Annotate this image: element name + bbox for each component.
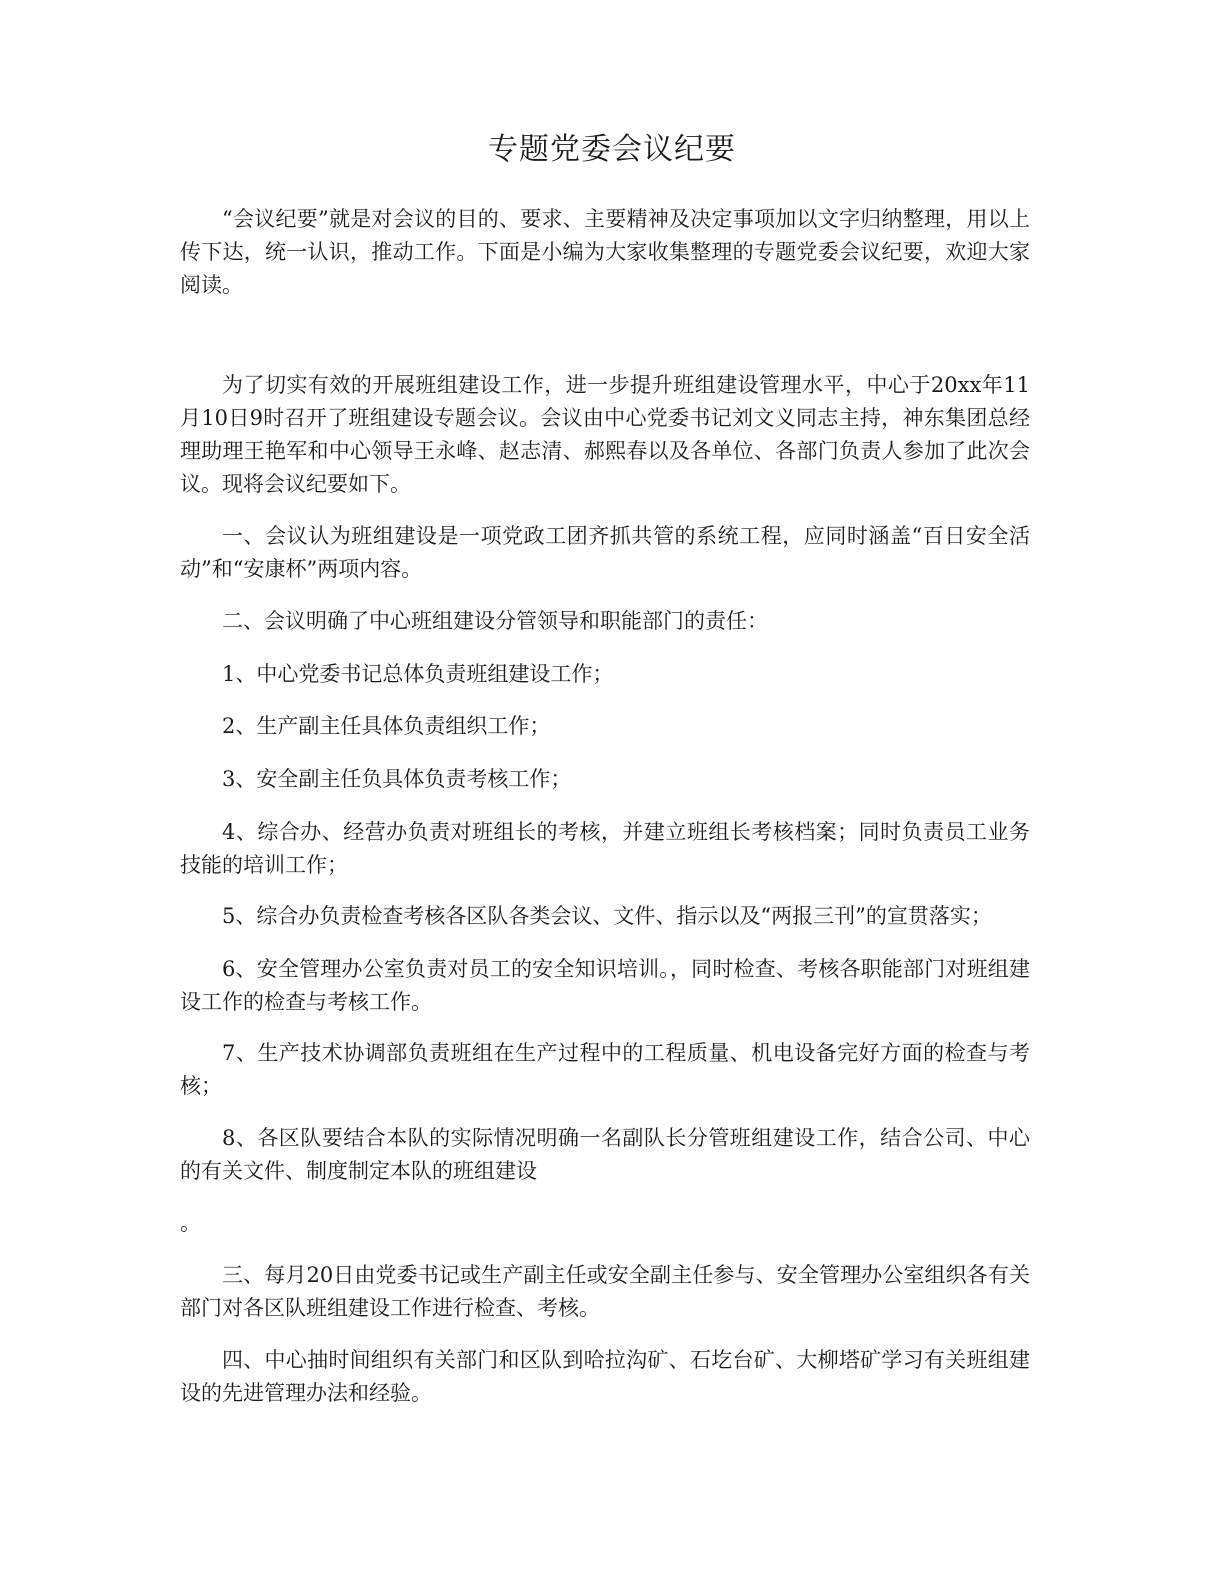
point-one-paragraph: 一、会议认为班组建设是一项党政工团齐抓共管的系统工程，应同时涵盖“百日安全活动”和“安康杯”两项内容。 [180, 524, 1030, 581]
intro-paragraph: “会议纪要”就是对会议的目的、要求、主要精神及决定事项加以文字归纳整理，用以上传下达，统一认识，推动工作。下面是小编为大家收集整理的专题党委会议纪要，欢迎大家阅读。 [180, 207, 1030, 297]
responsibility-item-2: 2、生产副主任具体负责组织工作； [222, 714, 551, 738]
meeting-summary-paragraph: 为了切实有效的开展班组建设工作，进一步提升班组建设管理水平，中心于20xx年11月10日9时召开了班组建设专题会议。会议由中心党委书记刘文义同志主持，神东集团总经理助理王艳军和中心领导王永峰、赵志清、郝熙春以及各单位、各部门负责人参加了此次会议。现将会议纪要如下。 [180, 373, 1030, 496]
responsibility-item-1: 1、中心党委书记总体负责班组建设工作； [222, 662, 614, 686]
responsibility-item-6: 6、安全管理办公室负责对员工的安全知识培训。，同时检查、考核各职能部门对班组建设工作的检查与考核工作。 [180, 957, 1030, 1014]
point-three-paragraph: 三、每月20日由党委书记或生产副主任或安全副主任参与、安全管理办公室组织各有关部门对各区队班组建设工作进行检查、考核。 [180, 1263, 1030, 1320]
responsibility-item-8: 8、各区队要结合本队的实际情况明确一名副队长分管班组建设工作，结合公司、中心的有关文件、制度制定本队的班组建设 [180, 1126, 1030, 1183]
responsibility-item-3: 3、安全副主任负具体负责考核工作； [222, 767, 572, 791]
point-four-paragraph: 四、中心抽时间组织有关部门和区队到哈拉沟矿、石圪台矿、大柳塔矿学习有关班组建设的先进管理办法和经验。 [180, 1348, 1030, 1405]
responsibility-item-7: 7、生产技术协调部负责班组在生产过程中的工程质量、机电设备完好方面的检查与考核； [180, 1041, 1030, 1098]
trailing-period: 。 [180, 1211, 201, 1235]
responsibility-item-4: 4、综合办、经营办负责对班组长的考核，并建立班组长考核档案；同时负责员工业务技能的培训工作； [180, 820, 1030, 877]
document-title: 专题党委会议纪要 [488, 132, 736, 167]
responsibility-item-5: 5、综合办负责检查考核各区队各类会议、文件、指示以及“两报三刊”的宣贯落实； [222, 904, 992, 928]
point-two-paragraph: 二、会议明确了中心班组建设分管领导和职能部门的责任： [222, 609, 768, 633]
